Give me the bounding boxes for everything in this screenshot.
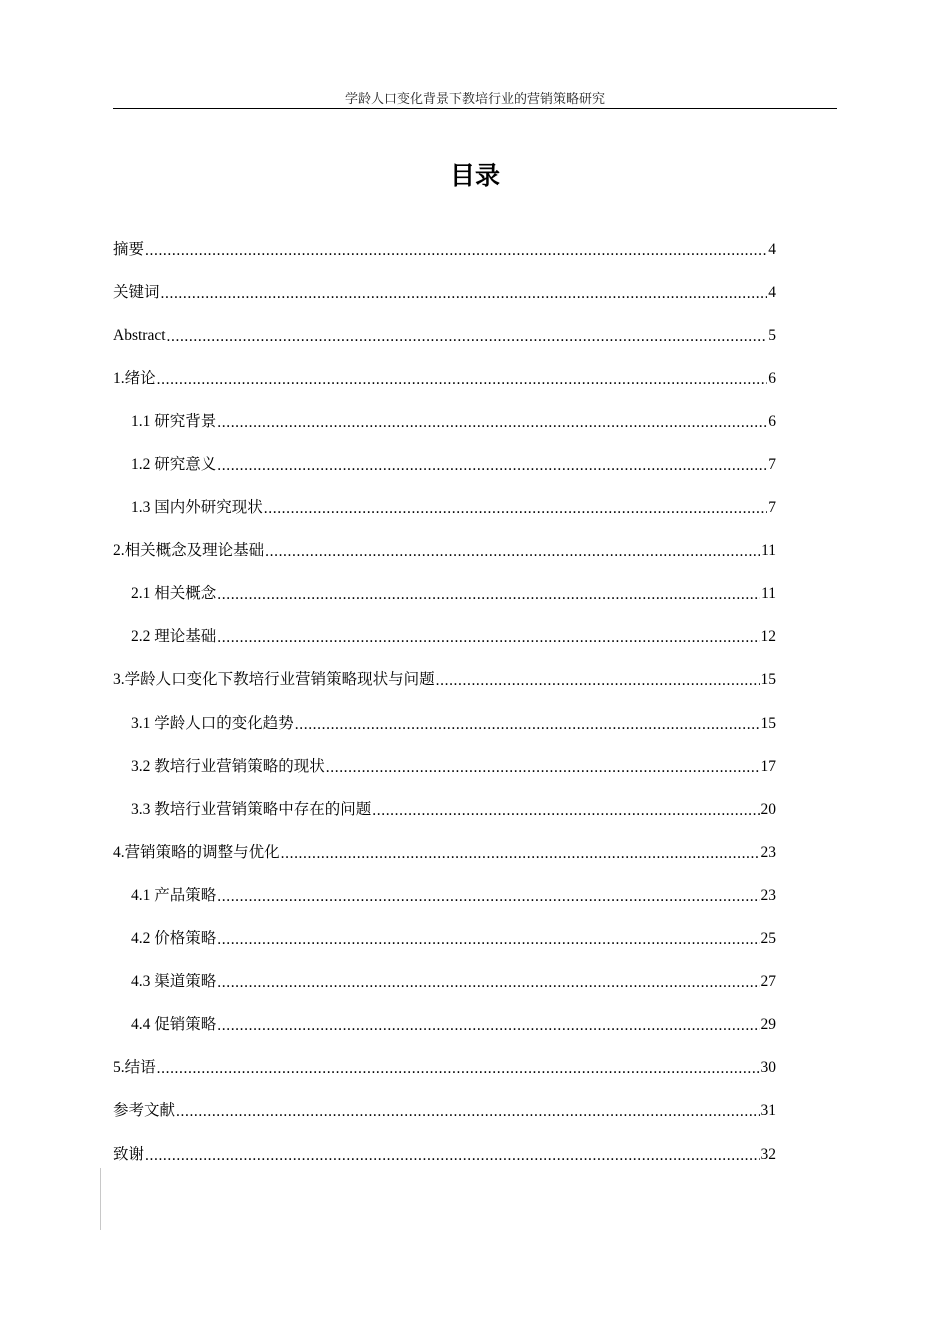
toc-entry-page: 30	[760, 1059, 776, 1077]
toc-dot-leader	[145, 1145, 759, 1167]
toc-entry-page: 4	[768, 240, 776, 258]
toc-dot-leader	[217, 412, 767, 434]
toc-dot-leader	[372, 800, 759, 822]
toc-entry-page: 29	[760, 1016, 776, 1034]
toc-dot-leader	[176, 1101, 759, 1123]
toc-entry-page: 7	[768, 499, 776, 517]
toc-entry-label: 2.1 相关概念	[131, 585, 217, 603]
toc-entry-label: 关键词	[113, 283, 160, 301]
toc-entry-label: Abstract	[113, 326, 166, 344]
toc-entry-label: 3.学龄人口变化下教培行业营销策略现状与问题	[113, 671, 435, 689]
running-header: 学龄人口变化背景下教培行业的营销策略研究	[344, 91, 605, 106]
toc-entry-label: 2.相关概念及理论基础	[113, 542, 265, 560]
toc-entry-label: 参考文献	[113, 1102, 176, 1120]
toc-entry[interactable]	[113, 530, 776, 573]
toc-subentry[interactable]	[113, 788, 776, 831]
toc-entry[interactable]	[113, 1047, 776, 1090]
toc-entry-page: 27	[760, 973, 776, 991]
toc-subentry[interactable]	[113, 487, 776, 530]
toc-entry-page: 31	[760, 1102, 776, 1120]
toc-entry[interactable]	[113, 1133, 776, 1176]
toc-entry-page: 12	[760, 628, 776, 646]
toc-dot-leader	[264, 498, 767, 520]
toc-title: 目录	[449, 161, 500, 190]
toc-entry-page: 6	[768, 412, 776, 430]
toc-entry[interactable]	[113, 831, 776, 874]
toc-subentry[interactable]	[113, 918, 776, 961]
toc-dot-leader	[217, 455, 767, 477]
toc-entry-page: 4	[768, 283, 776, 301]
toc-entry-page: 6	[768, 369, 776, 387]
toc-entry-label: 3.2 教培行业营销策略的现状	[131, 757, 325, 775]
toc-entry[interactable]	[113, 1090, 776, 1133]
toc-dot-leader	[157, 1058, 760, 1080]
toc-subentry[interactable]	[113, 961, 776, 1004]
toc-entry-page: 23	[760, 843, 776, 861]
toc-dot-leader	[217, 972, 759, 994]
toc-entry-label: 4.4 促销策略	[131, 1016, 217, 1034]
toc-dot-leader	[217, 1015, 759, 1037]
toc-entry-label: 4.3 渠道策略	[131, 973, 217, 991]
toc-entry-page: 15	[760, 714, 776, 732]
toc-dot-leader	[217, 627, 759, 649]
toc-list	[113, 228, 776, 1176]
header-rule	[113, 108, 837, 109]
toc-dot-leader	[436, 670, 760, 692]
toc-entry-label: 1.3 国内外研究现状	[131, 499, 263, 517]
toc-entry-page: 23	[760, 886, 776, 904]
toc-dot-leader	[161, 283, 768, 305]
toc-entry-page: 11	[761, 585, 776, 603]
toc-entry-page: 17	[760, 757, 776, 775]
toc-subentry[interactable]	[113, 745, 776, 788]
toc-entry[interactable]	[113, 271, 776, 314]
toc-entry-page: 11	[761, 542, 776, 560]
toc-entry-label: 摘要	[113, 240, 145, 258]
toc-entry-label: 4.营销策略的调整与优化	[113, 843, 280, 861]
toc-entry-page: 15	[760, 671, 776, 689]
toc-dot-leader	[217, 886, 759, 908]
toc-dot-leader	[295, 714, 760, 736]
toc-entry-label: 1.绪论	[113, 369, 156, 387]
toc-entry-label: 4.1 产品策略	[131, 886, 217, 904]
toc-subentry[interactable]	[113, 702, 776, 745]
toc-subentry[interactable]	[113, 1004, 776, 1047]
toc-subentry[interactable]	[113, 443, 776, 486]
toc-entry-label: 致谢	[113, 1145, 145, 1163]
toc-subentry[interactable]	[113, 874, 776, 917]
toc-entry[interactable]	[113, 659, 776, 702]
toc-entry-label: 3.1 学龄人口的变化趋势	[131, 714, 294, 732]
toc-subentry[interactable]	[113, 616, 776, 659]
toc-entry-page: 5	[768, 326, 776, 344]
toc-dot-leader	[326, 757, 760, 779]
toc-entry-label: 4.2 价格策略	[131, 930, 217, 948]
toc-entry-page: 32	[760, 1145, 776, 1163]
text-cursor-bar	[100, 1168, 101, 1230]
toc-subentry[interactable]	[113, 400, 776, 443]
toc-entry-label: 3.3 教培行业营销策略中存在的问题	[131, 800, 372, 818]
toc-entry[interactable]	[113, 357, 776, 400]
toc-dot-leader	[217, 584, 760, 606]
toc-subentry[interactable]	[113, 573, 776, 616]
toc-dot-leader	[167, 326, 768, 348]
toc-entry[interactable]	[113, 228, 776, 271]
toc-entry-page: 7	[768, 456, 776, 474]
toc-dot-leader	[145, 240, 767, 262]
toc-entry[interactable]	[113, 314, 776, 357]
toc-dot-leader	[281, 843, 760, 865]
toc-entry-label: 5.结语	[113, 1059, 156, 1077]
toc-entry-label: 1.1 研究背景	[131, 412, 217, 430]
toc-entry-page: 25	[760, 930, 776, 948]
toc-entry-page: 20	[760, 800, 776, 818]
toc-dot-leader	[265, 541, 760, 563]
toc-dot-leader	[217, 929, 759, 951]
toc-entry-label: 1.2 研究意义	[131, 456, 217, 474]
toc-entry-label: 2.2 理论基础	[131, 628, 217, 646]
toc-dot-leader	[157, 369, 768, 391]
